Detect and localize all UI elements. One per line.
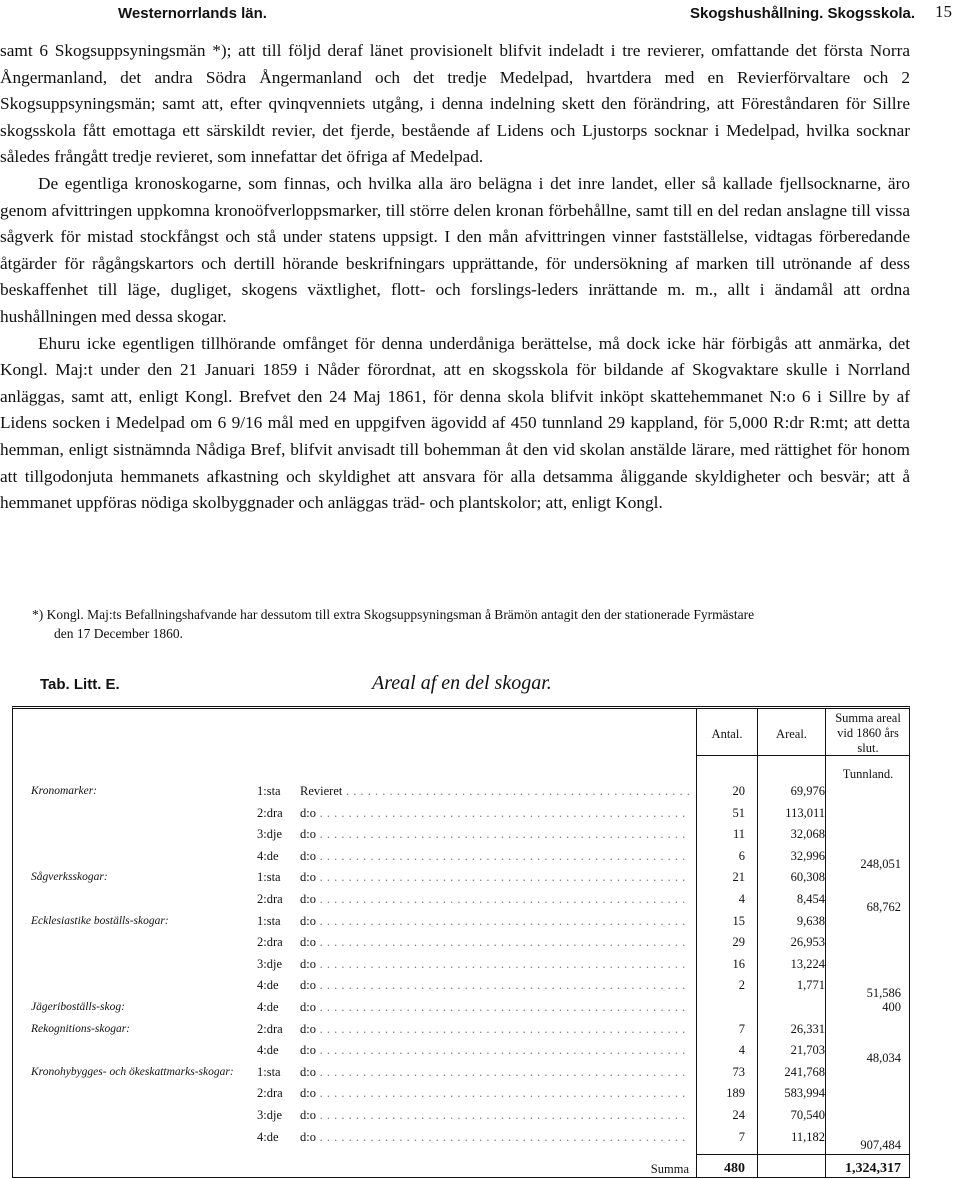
row-description: d:o . . . <box>300 932 690 952</box>
row-antal: 2 <box>738 978 745 993</box>
row-antal: 73 <box>732 1064 745 1079</box>
row-areal: 32,068 <box>790 827 825 842</box>
row-areal: 9,638 <box>796 913 825 928</box>
row-ordinal: 3:dje <box>257 956 282 971</box>
row-ordinal: 1:sta <box>257 913 281 928</box>
footnote <box>32 606 912 643</box>
row-ordinal: 2:dra <box>257 1086 283 1101</box>
header-antal: Antal. <box>711 727 743 741</box>
row-description: d:o . . . <box>300 1040 690 1060</box>
row-ordinal: 2:dra <box>257 892 283 906</box>
row-description: d:o . . . <box>300 1062 690 1082</box>
row-areal: 26,953 <box>790 935 825 950</box>
row-antal: 24 <box>732 1108 745 1122</box>
row-ordinal: 4:de <box>257 978 279 993</box>
table-label: Tab. Litt. E. <box>40 676 120 693</box>
row-areal: 70,540 <box>790 1108 825 1122</box>
total-label: Summa <box>650 1162 689 1176</box>
group-name: Rekognitions-skogar: <box>31 1022 131 1035</box>
group-name: Sågverksskogar: <box>31 871 108 884</box>
row-antal: 189 <box>726 1086 745 1101</box>
row-ordinal: 3:dje <box>257 827 282 842</box>
body-text <box>0 38 910 517</box>
footnote-line-1: *) Kongl. Maj:ts Befallningshafvande har dessutom till extra Skogsuppsyningsman å Brämön antagit den der stationerade Fyrmästare <box>32 607 755 622</box>
group-summa: 51,586 <box>866 986 901 1001</box>
group-name: Ecklesiastike boställs-skogar: <box>31 914 169 927</box>
row-antal: 16 <box>732 956 745 971</box>
row-description: d:o . . . <box>300 1127 690 1147</box>
row-antal: 4 <box>738 1043 745 1058</box>
row-antal: 7 <box>738 1129 745 1144</box>
row-description: Revieret . . . <box>300 781 690 801</box>
row-description: d:o . . . <box>300 1105 690 1125</box>
row-antal: 21 <box>732 870 745 885</box>
unit-label: Tunnland. <box>842 767 894 781</box>
row-description: d:o . . . <box>300 824 690 844</box>
row-areal: 11,182 <box>791 1129 825 1144</box>
running-header <box>0 2 960 26</box>
table-title: Areal af en del skogar. <box>372 672 552 694</box>
group-summa: 48,034 <box>866 1051 901 1066</box>
row-areal: 8,454 <box>796 892 825 906</box>
row-antal: 29 <box>732 935 745 950</box>
row-ordinal: 3:dje <box>257 1108 282 1122</box>
group-summa: 68,762 <box>866 900 901 914</box>
paragraph-3: Ehuru icke egentligen tillhörande omfånget för denna underdåniga berättelse, må dock icke här förbigås att anmärka, det Kongl. Maj:t under den 21 Januari 1859 i Nåder förordnat, att en skogsskola för bildande af Skogvaktare skulle i Norrland anläggas, samt att, enligt Kongl. Brefvet den 24 Maj 1861, för denna skola blifvit inköpt skattehemmanet N:o 6 i Sillre by af Lidens socken i Medelpad om 6 9/16 mål med en uppgifven ägovidd af 450 tunnland 29 kappland, för 5,000 R:dr R:mt; att detta hemman, enligt sistnämnda Nådiga Bref, blifvit anvisadt till bohemman åt den vid skolan anstälde lärare, med rättighet för honom att tillgodonjuta hemmanets afkastning och skyldighet att ansvara för alla detsamma åliggande skyldigheter och besvär; att å hemmanet uppföras nödiga skolbyggnader och anläggas träd- och plantskolor; att, enligt Kongl. <box>0 333 910 513</box>
paragraph-2: De egentliga kronoskogarne, som finnas, och hvilka alla äro belägna i det inre landet, eller så kallade fjellsocknarne, äro genom afvittringen uppkomna kronoöfverloppsmarker, till större delen kronan förbehållne, samt till en del redan anslagne till vissa sågverk för mistad stockfångst och stå under statens uppsigt. I den mån afvittringen vinner fastställelse, vidtagas förberedande åtgärder för rågångskartors och dertill hörande beskrifningars upprättande, för undersökning af marken till utrönande af dess beskaffenhet till läge, dugliget, skogens växtlighet, flott- och forslings-leders inrättande m. m., allt i ändamål att ordna hushållningen med dessa skogar. <box>0 173 910 326</box>
row-antal: 11 <box>732 827 745 842</box>
group-summa: 248,051 <box>860 856 901 871</box>
header-areal: Areal. <box>776 727 807 741</box>
row-description: d:o . . . <box>300 846 690 866</box>
row-areal: 113,011 <box>785 805 825 820</box>
row-ordinal: 4:de <box>257 848 279 863</box>
row-ordinal: 1:sta <box>257 784 281 798</box>
row-antal: 4 <box>738 892 745 906</box>
header-summa-line-2: vid 1860 års <box>837 726 899 740</box>
row-areal: 21,703 <box>790 1043 825 1058</box>
row-antal: 20 <box>732 784 745 798</box>
header-region: Westernorrlands län. <box>118 5 267 22</box>
area-table <box>12 706 910 1178</box>
group-name: Kronohybygges- och ökeskattmarks-skogar: <box>31 1065 234 1078</box>
row-areal: 583,994 <box>784 1086 825 1101</box>
group-name: Kronomarker: <box>31 785 98 797</box>
paragraph-1: samt 6 Skogsuppsyningsmän *); att till följd deraf länet provisionelt blifvit indeladt i tre revierer, omfattande det första Norra Ångermanland, det andra Södra Ångermanland och det tredje Medelpad, hvartdera med en Revierförvaltare och 2 Skogsuppsyningsmän; samt att, efter qvinqvenniets utgång, i denna indelning skett den förändring, att Föreståndaren för Sillre skogsskola fått emottaga ett särskildt revier, det fjerde, bestående af Lidens och Ljustorps socknar i Medelpad, hvilka socknar således frångått tredje revieret, som innefattar det öfriga af Medelpad. <box>0 41 910 167</box>
row-ordinal: 1:sta <box>257 1064 281 1079</box>
row-description: d:o . . . <box>300 889 690 909</box>
header-summa <box>826 711 910 756</box>
row-areal: 13,224 <box>790 956 825 971</box>
header-summa-line-1: Summa areal <box>835 711 901 725</box>
group-name: Jägeriboställs-skog: <box>31 1001 125 1013</box>
row-antal: 15 <box>732 913 745 928</box>
row-description: d:o . . . <box>300 975 690 995</box>
row-ordinal: 2:dra <box>257 805 283 820</box>
total-antal: 480 <box>724 1161 745 1176</box>
row-areal: 26,331 <box>790 1021 825 1036</box>
row-areal: 241,768 <box>784 1064 825 1079</box>
row-areal: 69,976 <box>790 784 825 798</box>
row-areal: 1,771 <box>796 978 825 993</box>
group-summa: 907,484 <box>860 1137 901 1152</box>
row-antal: 6 <box>738 848 745 863</box>
row-description: d:o . . . <box>300 867 690 887</box>
row-areal: 60,308 <box>790 870 825 885</box>
row-description: d:o . . . <box>300 911 690 931</box>
column-rule-areal <box>757 709 758 1177</box>
row-description: d:o . . . <box>300 1019 690 1039</box>
row-antal: 51 <box>732 805 745 820</box>
row-ordinal: 1:sta <box>257 870 281 885</box>
row-ordinal: 4:de <box>257 1000 279 1014</box>
column-rule-antal <box>696 709 697 1177</box>
row-ordinal: 2:dra <box>257 1021 283 1036</box>
row-ordinal: 4:de <box>257 1129 279 1144</box>
row-description: d:o . . . <box>300 997 690 1017</box>
group-summa: 400 <box>882 1000 901 1014</box>
row-ordinal: 2:dra <box>257 935 283 950</box>
page-number: 15 <box>935 2 952 21</box>
header-summa-line-3: slut. <box>857 741 879 755</box>
row-areal: 32,996 <box>790 848 825 863</box>
row-description: d:o . . . <box>300 803 690 823</box>
row-description: d:o . . . <box>300 954 690 974</box>
row-antal: 7 <box>738 1021 745 1036</box>
footnote-line-2: den 17 December 1860. <box>54 625 183 641</box>
row-ordinal: 4:de <box>257 1043 279 1058</box>
total-summa: 1,324,317 <box>845 1161 901 1176</box>
row-description: d:o . . . <box>300 1083 690 1103</box>
header-section: Skogshushållning. Skogsskola. <box>690 5 916 22</box>
